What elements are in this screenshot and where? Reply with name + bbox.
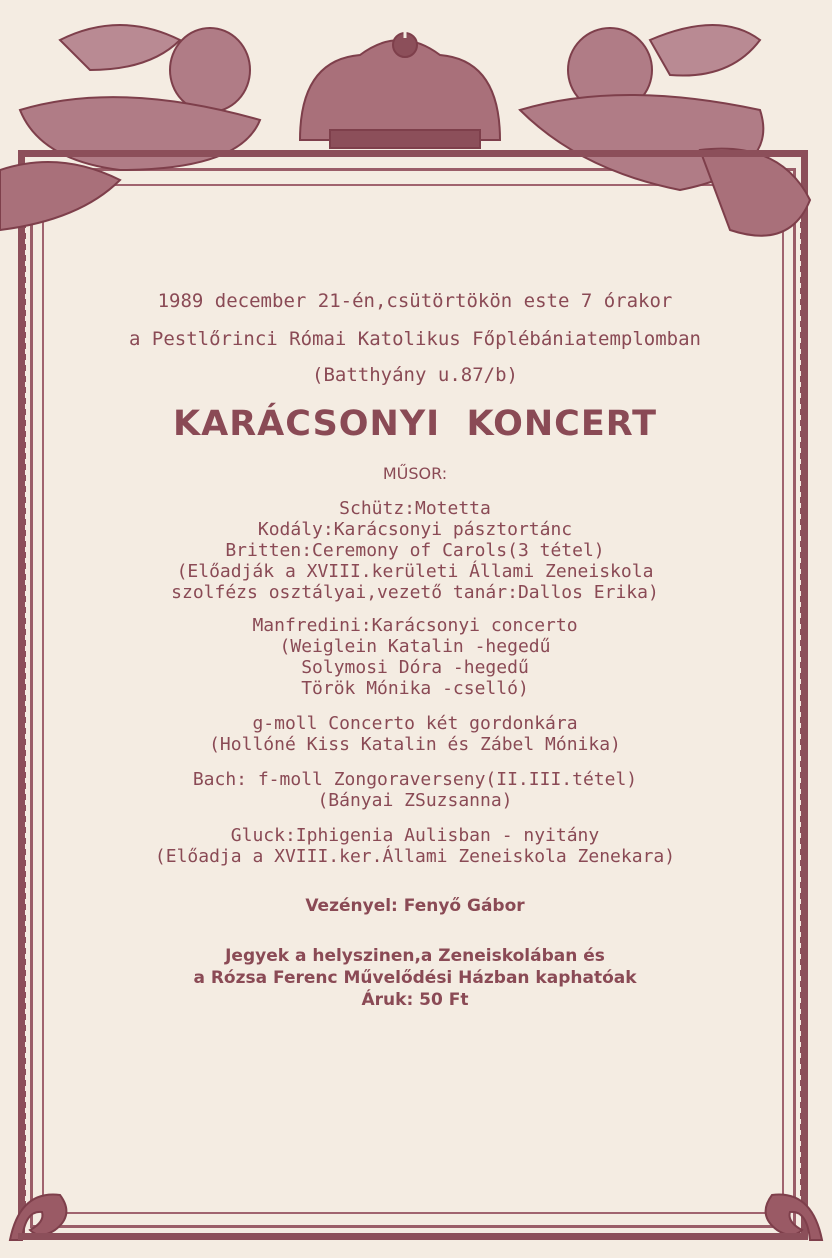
address-line: (Batthyány u.87/b) xyxy=(312,364,518,386)
program-group-3 xyxy=(60,713,770,755)
program-group-5 xyxy=(60,825,770,867)
left-cherub-icon xyxy=(170,28,250,112)
program-item: Kodály:Karácsonyi pásztortánc xyxy=(257,519,573,540)
program-item: Britten:Ceremony of Carols(3 tétel) xyxy=(225,540,605,561)
program-item: (Hollóné Kiss Katalin és Zábel Mónika) xyxy=(209,734,621,755)
frame-right-ornament xyxy=(800,200,804,1210)
poster-content xyxy=(60,280,770,1011)
program-group-4 xyxy=(60,769,770,811)
program-item: Gluck:Iphigenia Aulisban - nyitány xyxy=(230,825,600,846)
ticket-price: Áruk: 50 Ft xyxy=(361,990,469,1010)
program-label: MŰSOR: xyxy=(382,464,448,483)
program-item: (Weiglein Katalin -hegedű xyxy=(279,636,551,657)
ticket-info xyxy=(60,945,770,1011)
program-item: Bach: f-moll Zongoraverseny(II.III.tétel) xyxy=(192,769,638,790)
program-group-1 xyxy=(60,498,770,603)
program-group-2 xyxy=(60,615,770,699)
concert-title: KARÁCSONYI KONCERT xyxy=(172,404,657,444)
venue-line: a Pestlőrinci Római Katolikus Főplébániatemplomban xyxy=(129,328,701,350)
program-item: (Bányai ZSuzsanna) xyxy=(317,790,513,811)
tickets-line-2: a Rózsa Ferenc Művelődési Házban kaphatóak xyxy=(193,968,637,988)
tickets-line-1: Jegyek a helyszinen,a Zeneiskolában és xyxy=(225,946,605,966)
program-item: g-moll Concerto két gordonkára xyxy=(252,713,578,734)
frame-left-ornament xyxy=(22,200,26,1210)
program-item: Manfredini:Karácsonyi concerto xyxy=(252,615,578,636)
date-line: 1989 december 21-én,csütörtökön este 7 órakor xyxy=(157,290,673,312)
program-item: Schütz:Motetta xyxy=(339,498,491,519)
program-item: (Előadja a XVIII.ker.Állami Zeneiskola Zenekara) xyxy=(154,846,676,867)
program-item: Török Mónika -cselló) xyxy=(301,678,529,699)
program-item: (Előadják a XVIII.kerületi Állami Zeneiskola xyxy=(176,561,654,582)
program-item: Solymosi Dóra -hegedű xyxy=(301,657,529,678)
cherubs-crown-illustration xyxy=(0,0,832,260)
conductor-line: Vezényel: Fenyő Gábor xyxy=(305,896,525,916)
program-item: szolfézs osztályai,vezető tanár:Dallos Erika) xyxy=(171,582,659,603)
